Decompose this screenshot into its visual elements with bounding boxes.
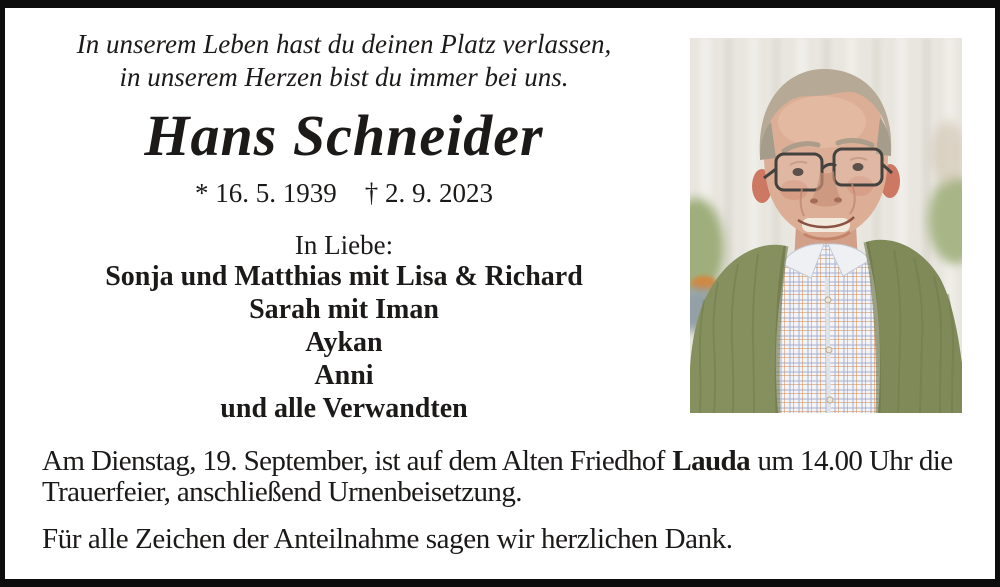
salutation: In Liebe: [294, 230, 394, 260]
verse-line-2: in unserem Herzen bist du immer bei uns. [119, 62, 569, 92]
death-date: † 2. 9. 2023 [364, 178, 493, 208]
mourner-line: und alle Verwandten [220, 393, 468, 424]
mourner-line: Sonja und Matthias mit Lisa & Richard [105, 261, 583, 292]
mourner-line: Aykan [305, 327, 383, 358]
shirt-button [827, 397, 833, 403]
nostril-left [810, 199, 818, 204]
birth-date: * 16. 5. 1939 [195, 178, 337, 208]
funeral-text-before: Am Dienstag, 19. September, ist auf dem Alten Friedhof [42, 445, 665, 477]
mourner-line: Sarah mit Iman [249, 294, 439, 325]
life-dates [5, 178, 683, 209]
portrait-illustration [690, 38, 962, 413]
funeral-info [42, 446, 982, 508]
nostril-right [834, 198, 842, 203]
shirt-button [826, 347, 832, 353]
mourners-list [5, 260, 683, 425]
verse-line-1: In unserem Leben hast du deinen Platz verlassen, [76, 29, 612, 59]
deceased-name: Hans Schneider [144, 103, 544, 168]
funeral-place: Lauda [672, 445, 750, 477]
memorial-verse [5, 28, 683, 94]
thanks-line: Für alle Zeichen der Anteilnahme sagen wir herzlichen Dank. [42, 523, 733, 555]
mourner-line: Anni [314, 360, 374, 391]
shirt-button [825, 297, 831, 303]
portrait-photo [690, 38, 962, 413]
funeral-text-after: um 14.00 Uhr die Trauerfeier, anschließend Urnenbeisetzung. [42, 445, 953, 508]
